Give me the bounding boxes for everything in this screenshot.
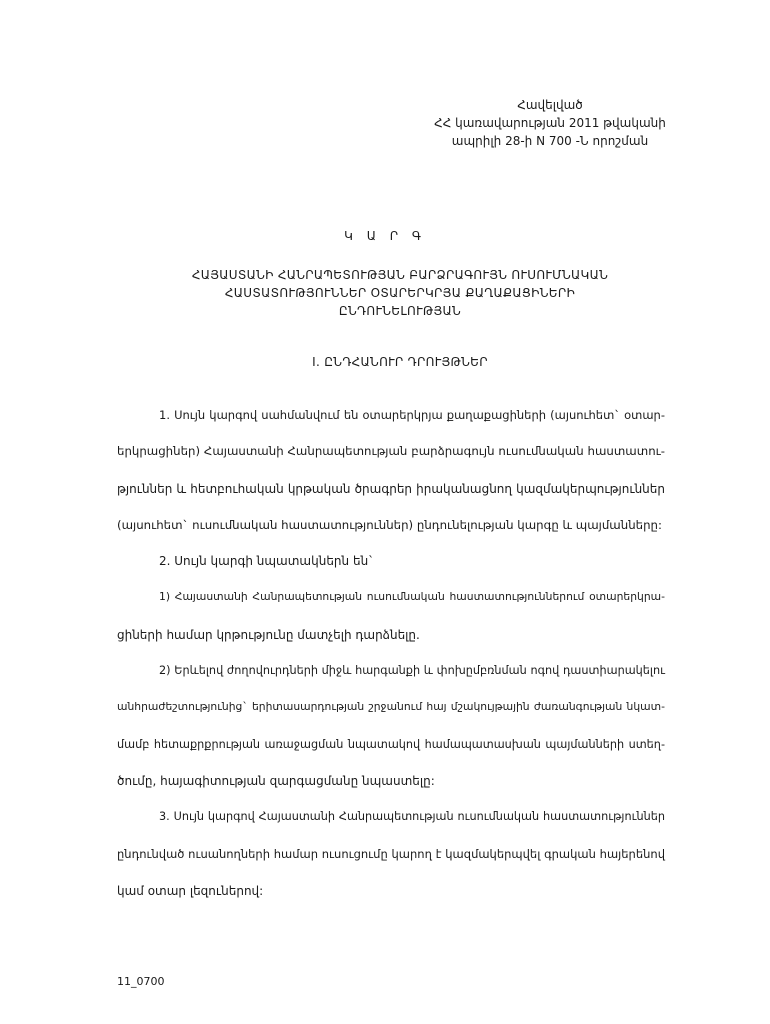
paragraph-line: ցիների համար կրթությունը մատչելի դարձնելը.	[117, 628, 420, 642]
paragraph-line: (այսուհետ` ուսումնական հաստատություններ) ընդունելության կարգը և պայմանները:	[117, 518, 662, 532]
paragraph-line: 1) Հայաստանի Հանրապետության ուսումնական հաստատություններում օտարերկրա-	[159, 590, 665, 603]
paragraph-line: ծումը, հայագիտության զարգացմանը նպաստելը:	[117, 774, 435, 788]
paragraph-line: 1. Սույն կարգով սահմանվում են օտարերկրյա քաղաքացիների (այսուհետ` օտար-	[159, 408, 665, 422]
approval-line-2: ՀՀ կառավարության 2011 թվականի	[434, 116, 666, 130]
paragraph-line: անհրաժեշտությունից` երիտասարդության շրջանում հայ մշակույթային ժառանգության նկատ-	[117, 700, 665, 713]
paragraph-line: թյուններ և հետբուհական կրթական ծրագրեր իրականացնող կազմակերպություններ	[117, 482, 665, 496]
subtitle-line-3: ԸՆԴՈՒՆԵԼՈՒԹՅԱՆ	[338, 304, 462, 318]
subtitle-line-2: ՀԱՍՏԱՏՈՒԹՅՈՒՆՆԵՐ ՕՏԱՐԵՐԿՐՅԱ ՔԱՂԱՔԱՑԻՆԵՐԻ	[224, 286, 576, 300]
section-heading: I. ԸՆԴՀԱՆՈՒՐ ԴՐՈՒՅԹՆԵՐ	[312, 355, 488, 369]
footer-document-code: 11_0700	[117, 975, 165, 988]
paragraph-line: 2. Սույն կարգի նպատակներն են`	[159, 554, 375, 568]
document-title: Կ Ա Ր Գ	[344, 229, 426, 243]
paragraph-line: կամ օտար լեզուներով:	[117, 884, 264, 898]
paragraph-line: 3. Սույն կարգով Հայաստանի Հանրապետության ուսումնական հաստատություններ	[159, 810, 665, 823]
paragraph-line: մամբ հետաքրքրության առաջացման նպատակով համապատասխան պայմանների ստեղ-	[117, 738, 665, 751]
approval-line-1: Հավելված	[517, 98, 583, 112]
approval-line-3: ապրիլի 28-ի N 700 -Ն որոշման	[451, 134, 649, 148]
document-subtitle	[0, 266, 770, 320]
paragraph-line: երկրացիներ) Հայաստանի Հանրապետության բարձրագույն ուսումնական հաստատու-	[117, 444, 665, 458]
subtitle-line-1: ՀԱՅԱՍՏԱՆԻ ՀԱՆՐԱՊԵՏՈՒԹՅԱՆ ԲԱՐՁՐԱԳՈՒՅՆ ՈՒՍՈՒՄՆԱԿԱՆ	[191, 268, 609, 282]
paragraph-line: 2) Երևելով ժողովուրդների միջև հարգանքի և փոխըմբռնման ոգով դաստիարակելու	[159, 664, 665, 677]
approval-block	[420, 96, 680, 150]
paragraph-line: ընդունված ուսանողների համար ուսուցումը կարող է կազմակերպվել գրական հայերենով	[117, 847, 665, 861]
